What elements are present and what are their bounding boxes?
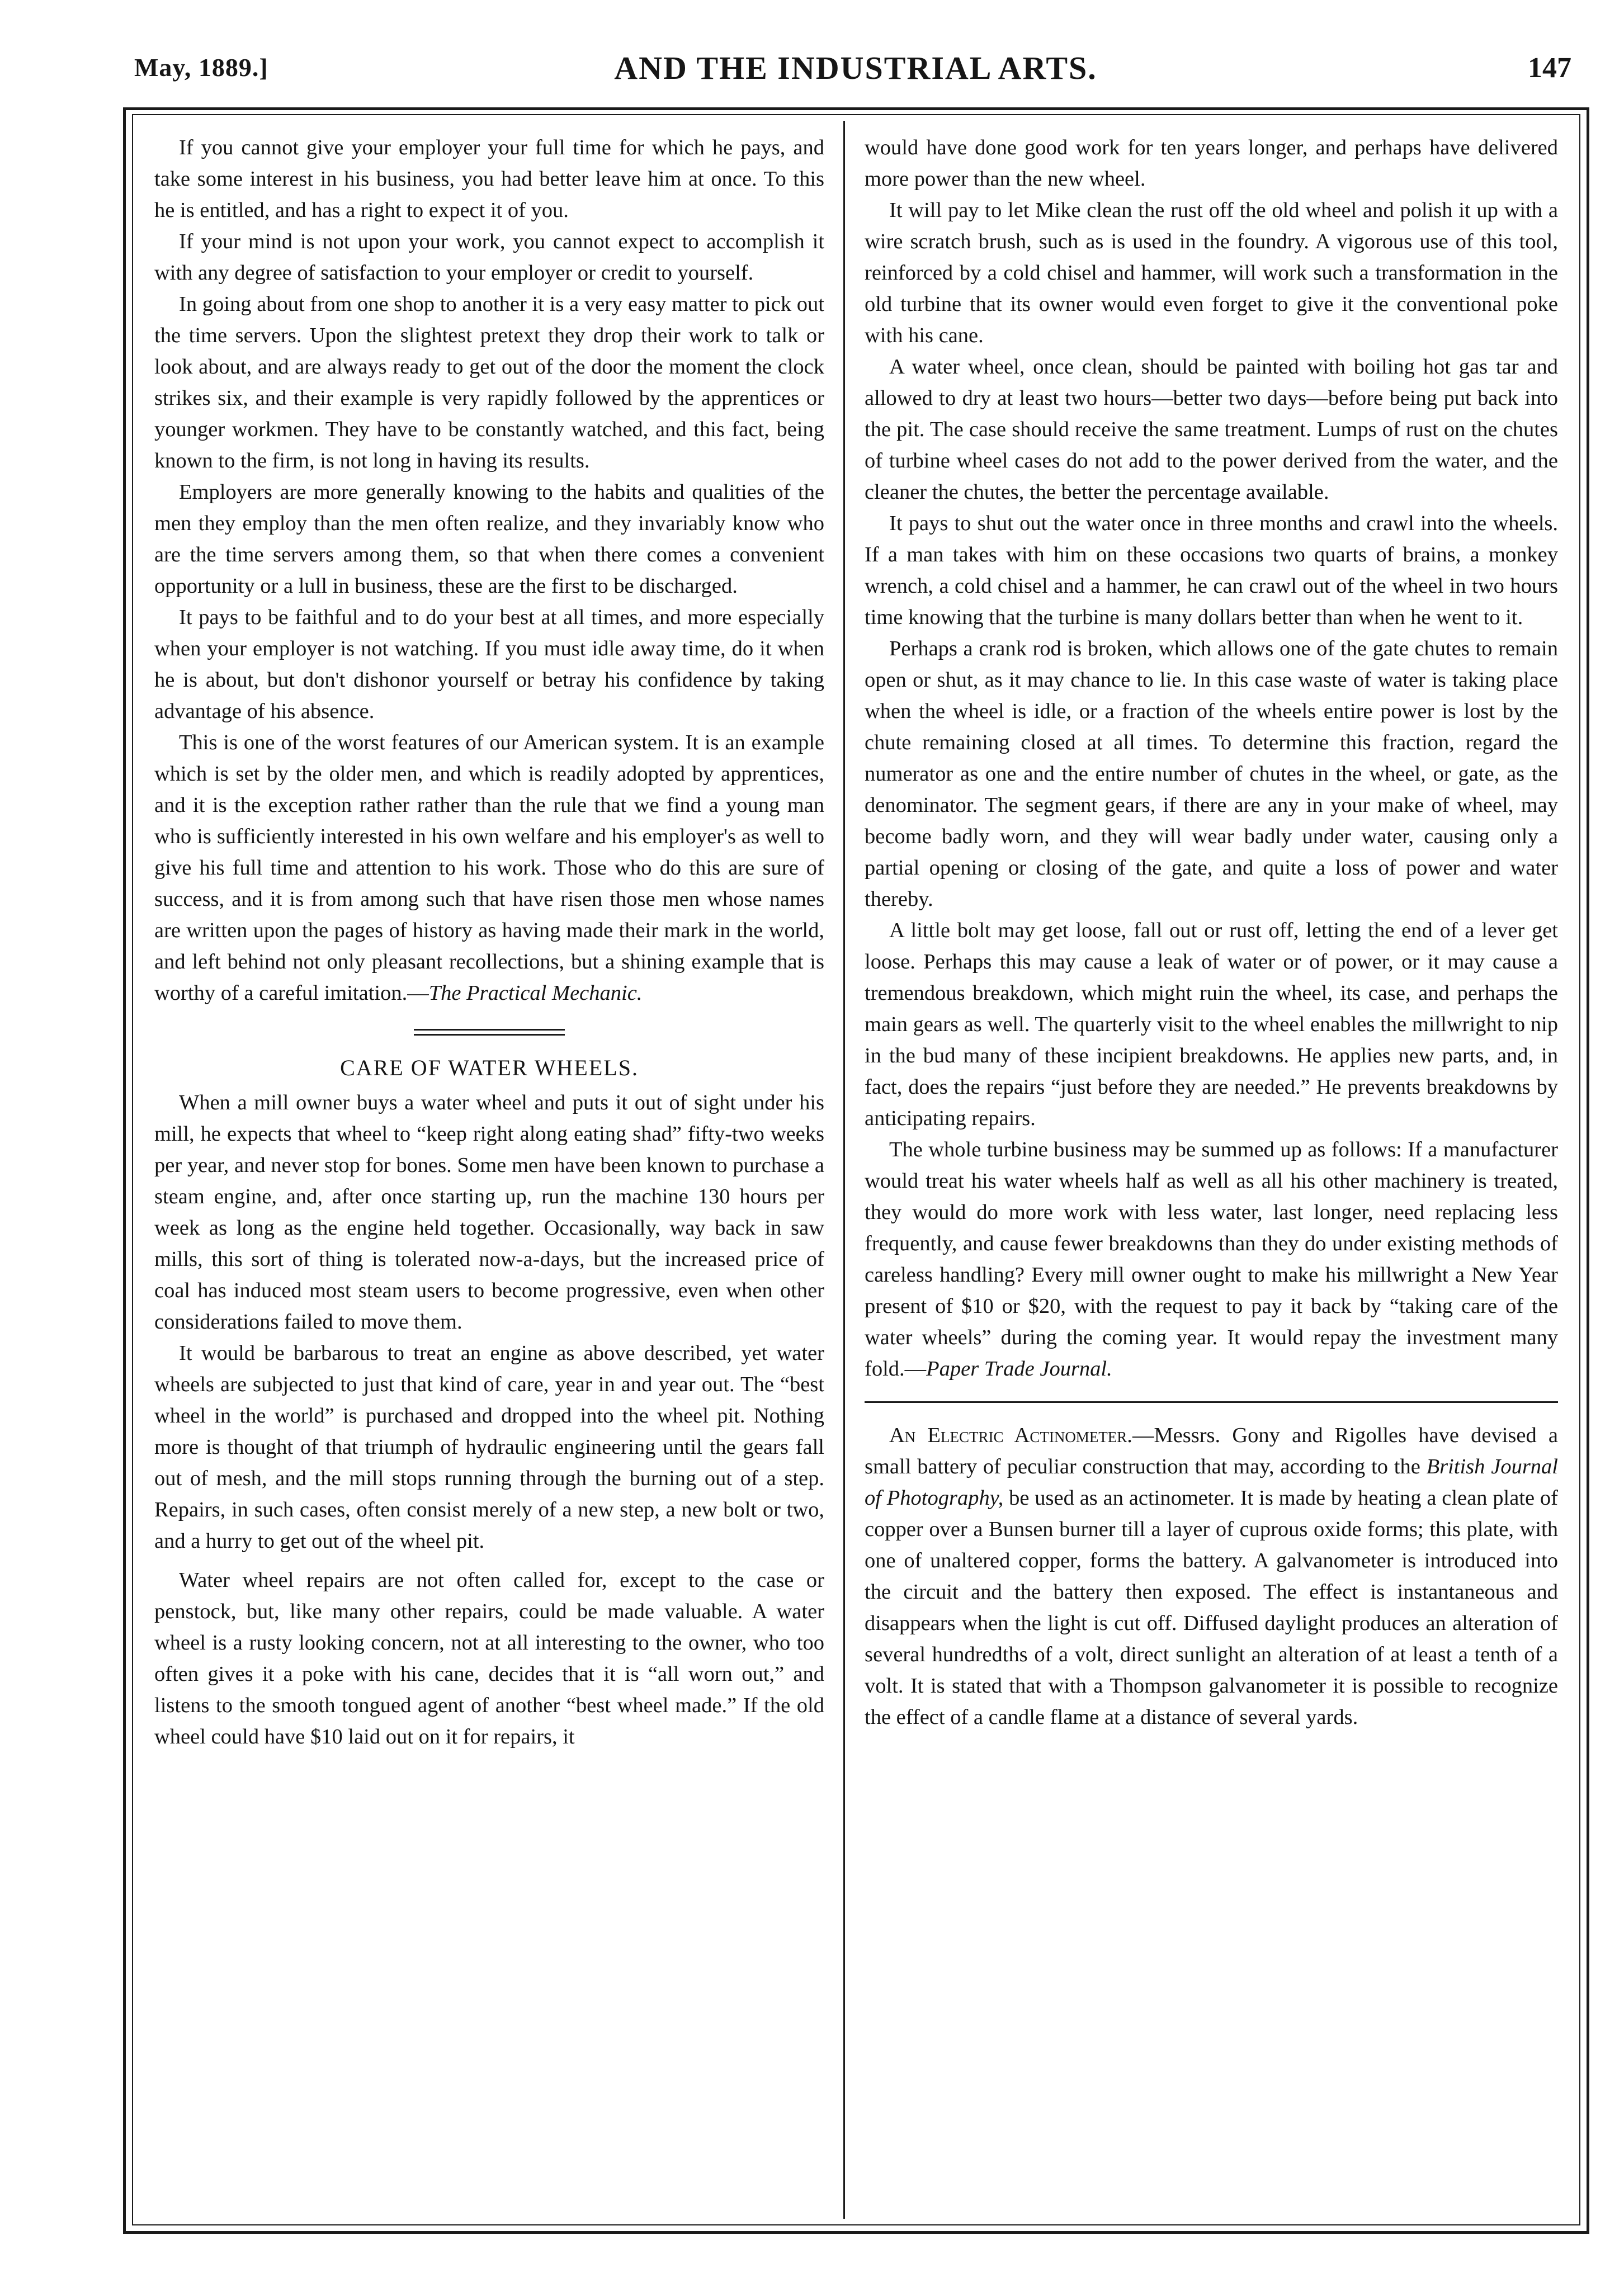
frame-border-left-inner — [132, 114, 133, 2225]
frame-border-left — [123, 107, 126, 2234]
paragraph-text: be used as an actinometer. It is made by heating a clean plate of copper over a Bunsen burner till a layer of cuprous oxide forms; this plate, with one of unaltered copper, forms the battery. A galvanometer is introduced into the circuit and the battery then exposed. The effect is instantaneous and disappears when the light is cut off. Diffused daylight produces an alteration of several hundredths of a volt, direct sunlight an alteration of at least a tenth of a volt. It is stated that with a Thompson galvanometer it is possible to recognize the effect of a candle flame at a distance of several yards. — [865, 1486, 1558, 1729]
frame-border-bottom-inner — [132, 2224, 1580, 2225]
section-separator — [865, 1401, 1558, 1403]
page-number: 147 — [1528, 52, 1571, 84]
frame-border-top — [123, 107, 1589, 110]
paragraph: When a mill owner buys a water wheel and puts it out of sight under his mill, he expects that wheel to “keep right along eating shad” fifty-two weeks per year, and never stop for bones. Some men have been known to purchase a steam engine, and, after once starting up, run the machine 130 hours per week as long as the engine held together. Occasionally, way back in saw mills, this sort of thing is tolerated now-a-days, but the increased price of coal has induced most steam users to become progressive, even when other considerations failed to move them. — [154, 1091, 824, 1334]
paragraph: Employers are more generally knowing to the habits and qualities of the men they employ than the men often realize, and they invariably know who are the time servers among them, so that when there comes a convenient opportunity or a lull in business, these are the first to be discharged. — [154, 480, 824, 598]
paragraph: Water wheel repairs are not often called for, except to the case or penstock, but, like many other repairs, could be made valuable. A water wheel is a rusty looking concern, not at all interesting to the owner, who too often gives it a poke with his cane, decides that it is “all worn out,” and listens to the smooth tongued agent of another “best wheel made.” If the old wheel could have $10 laid out on it for repairs, it — [154, 1568, 824, 1748]
paragraph: A little bolt may get loose, fall out or rust off, letting the end of a lever get loose. Perhaps this may cause a leak of water or of power, or it may cause a tremendous breakdown, which might ruin the wheel, its case, and perhaps the main gears as well. The quarterly visit to the wheel enables the millwright to nip in the bud many of these incipient breakdowns. He applies new parts, and, in fact, does the repairs “just before they are needed.” He prevents breakdowns by anticipating repairs. — [865, 919, 1558, 1130]
paragraph: A water wheel, once clean, should be painted with boiling hot gas tar and allowed to dry at least two hours—better two days—before being put back into the pit. The case should receive the same treatment. Lumps of rust on the chutes of turbine wheel cases do not add to the power derived from the water, and the cleaner the chutes, the better the percentage available. — [865, 355, 1558, 504]
paragraph-text: The whole turbine business may be summed up as follows: If a manufacturer would treat his water wheels half as well as all his other machinery is treated, they would do more work with less water, last longer, need replacing less frequently, and cause fewer breakdowns than they do under existing methods of careless handling? Every mill owner ought to make his millwright a New Year present of $10 or $20, with the request to pay it back by “taking care of the water wheels” during the coming year. It would repay the investment many fold.— — [865, 1138, 1558, 1381]
section-separator — [414, 1029, 565, 1036]
paragraph: It would be barbarous to treat an engine as above described, yet water wheels are subjected to just that kind of care, year in and year out. The “best wheel in the world” is purchased and dropped into the wheel pit. Nothing more is thought of that triumph of hydraulic engineering until the gears fall out of mesh, and the mill stops running through the burning out of a step. Repairs, in such cases, often consist merely of a new step, a new bolt or two, and a hurry to get out of the wheel pit. — [154, 1341, 824, 1553]
section-title: CARE OF WATER WHEELS. — [340, 1055, 639, 1080]
actinometer-paragraph — [865, 1420, 1558, 1733]
frame-border-right-inner — [1579, 114, 1580, 2225]
right-column — [865, 132, 1558, 1733]
column-divider — [843, 121, 845, 2219]
actinometer-heading: An Electric Actinometer. — [889, 1424, 1132, 1447]
paragraph: If you cannot give your employer your full time for which he pays, and take some interest in his business, you had better leave him at once. To this he is entitled, and has a right to expect it of you. — [154, 136, 824, 222]
paragraph: would have done good work for ten years longer, and perhaps have delivered more power than the new wheel. — [865, 136, 1558, 191]
frame-border-bottom — [123, 2231, 1589, 2234]
paragraph: In going about from one shop to another it is a very easy matter to pick out the time servers. Upon the slightest pretext they drop their work to talk or look about, and are always ready to get out of the door the moment the clock strikes six, and their example is very rapidly followed by the apprentices or younger workmen. They have to be constantly watched, and this fact, being known to the firm, is not long in having its results. — [154, 292, 824, 472]
issue-date: May, 1889.] — [134, 53, 268, 82]
paragraph: It pays to shut out the water once in three months and crawl into the wheels. If a man takes with him on these occasions two quarts of brains, a monkey wrench, a cold chisel and a hammer, he can crawl out of the wheel in two hours time knowing that the turbine is many dollars better than when he went to it. — [865, 512, 1558, 629]
paragraph — [154, 727, 824, 1009]
frame-border-top-inner — [132, 114, 1580, 115]
paragraph: If your mind is not upon your work, you cannot expect to accomplish it with any degree of satisfaction to your employer or credit to yourself. — [154, 230, 824, 285]
paragraph — [865, 1134, 1558, 1384]
paragraph-text: —Messrs. Gony and Rigolles have devised a small battery of peculiar construction that may, according to the — [865, 1424, 1558, 1478]
journal-title: British Journal of Photography, — [865, 1455, 1559, 1510]
paragraph: Perhaps a crank rod is broken, which allows one of the gate chutes to remain open or shut, as it may chance to lie. In this case waste of water is taking place when the wheel is idle, or a fraction of the wheels entire power is lost by the chute remaining closed at all times. To determine this fraction, regard the numerator as one and the entire number of chutes in the wheel, or gate, as the denominator. The segment gears, if there are any in your make of wheel, may become badly worn, and they will wear badly under water, causing only a partial opening or closing of the gate, and quite a loss of power and water thereby. — [865, 637, 1558, 911]
page-header — [134, 49, 1577, 94]
paragraph-text: This is one of the worst features of our American system. It is an example which is set by the older men, and which is readily adopted by apprentices, and it is the exception rather rather than the rule that we find a young man who is sufficiently interested in his own welfare and his employer's as well to give his full time and attention to his work. Those who do this are sure of success, and it is from among such that have risen those men whose names are written upon the pages of history as having made their mark in the world, and left behind not only pleasant recollections, but a shining example that is worthy of a careful imitation.— — [154, 731, 824, 1005]
running-title: AND THE INDUSTRIAL ARTS. — [614, 50, 1097, 86]
paragraph: It pays to be faithful and to do your best at all times, and more especially when your employer is not watching. If you must idle away time, do it when he is about, but don't dishonor yourself or betray his confidence by taking advantage of his absence. — [154, 606, 824, 723]
frame-border-right — [1587, 107, 1589, 2234]
paragraph: It will pay to let Mike clean the rust off the old wheel and polish it up with a wire scratch brush, such as is used in the foundry. A vigorous use of this tool, reinforced by a cold chisel and hammer, will work such a transformation in the old turbine that its owner would even forget to give it the conventional poke with his cane. — [865, 199, 1558, 347]
source-citation: Paper Trade Journal. — [926, 1357, 1112, 1381]
left-column — [154, 132, 824, 1752]
source-citation: The Practical Mechanic. — [428, 981, 643, 1005]
